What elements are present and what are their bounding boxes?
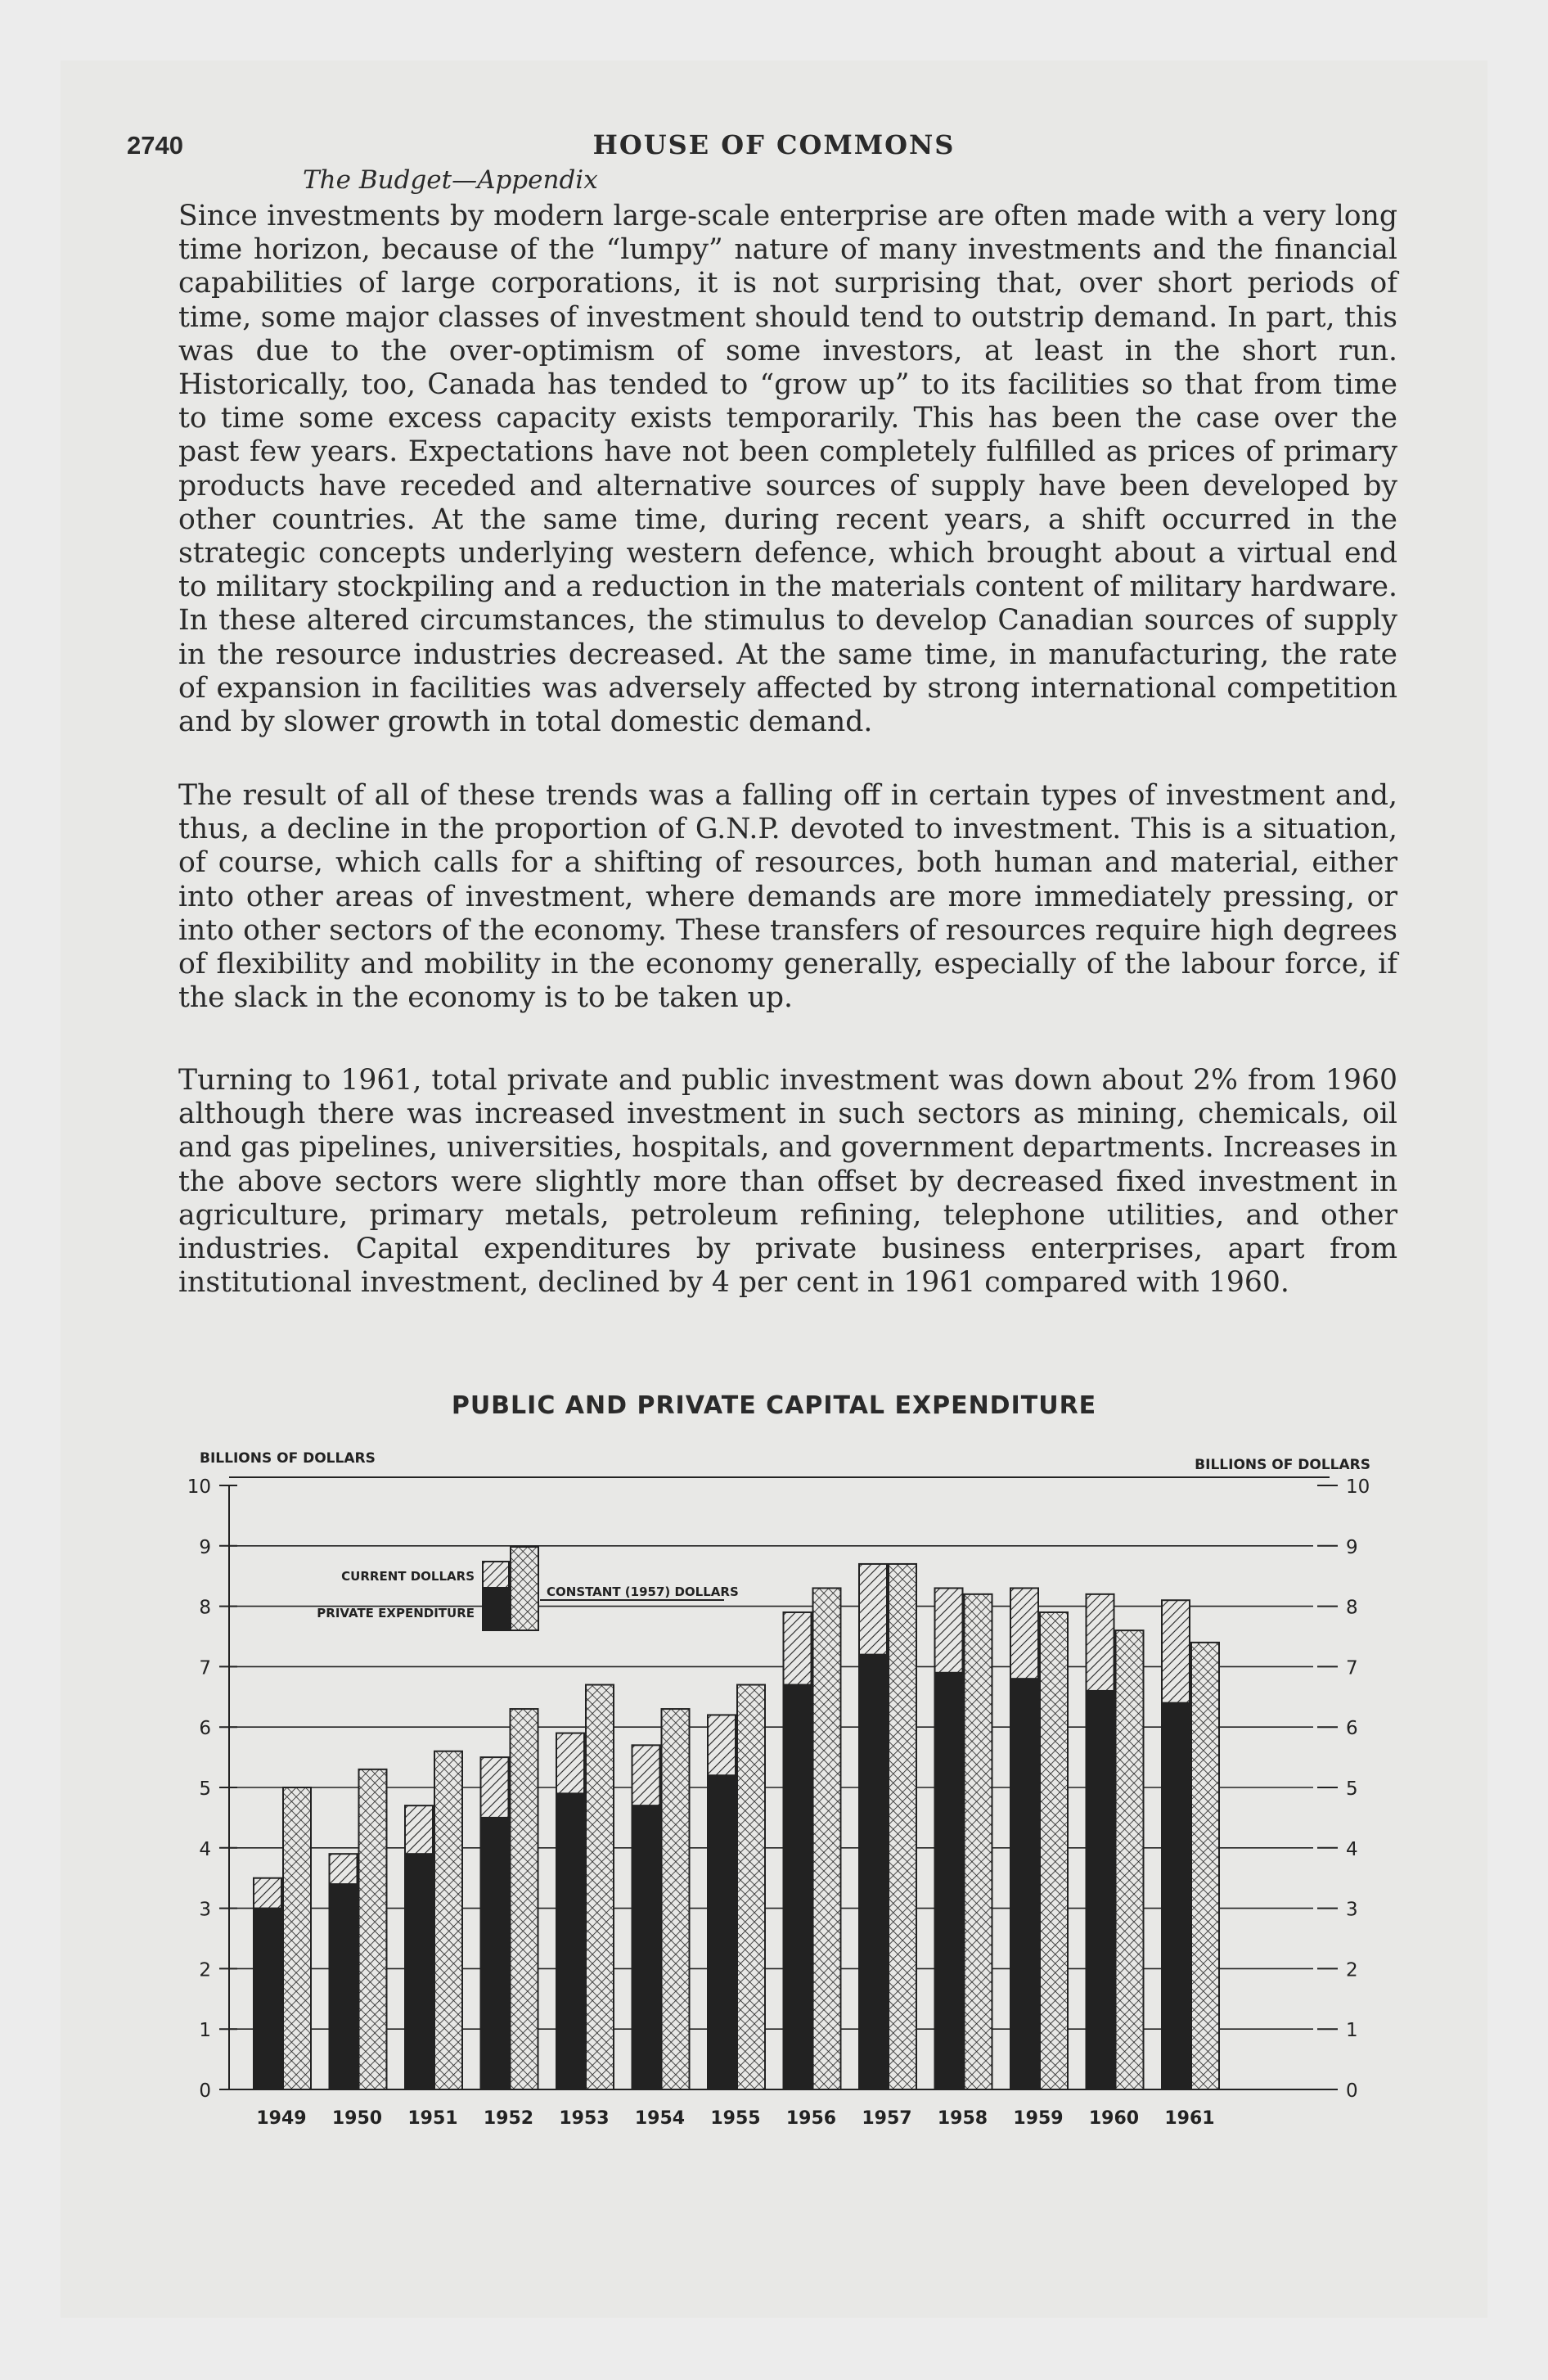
bar-constant: [965, 1594, 992, 2089]
y-tick-label-left: 6: [199, 1718, 211, 1740]
y-tick-label-left: 1: [199, 2020, 211, 2042]
y-tick-label-left: 7: [199, 1657, 211, 1679]
bar-private: [1162, 1703, 1190, 2089]
x-tick-label: 1954: [634, 2108, 686, 2129]
bar-private: [632, 1805, 660, 2089]
x-tick-label: 1951: [407, 2108, 458, 2129]
bar-constant: [511, 1709, 538, 2089]
y-tick-label-right: 9: [1346, 1536, 1358, 1558]
y-tick-label-left: 2: [199, 1959, 211, 1981]
bar-constant: [359, 1769, 387, 2089]
y-tick-label-right: 1: [1346, 2020, 1358, 2042]
bar-constant: [1040, 1612, 1068, 2089]
y-tick-label-right: 10: [1346, 1476, 1370, 1498]
bar-constant: [737, 1685, 765, 2089]
paragraph-3-text: Turning to 1961, total private and public investment was down about 2% from 1960 although there was increased investment in such sectors as mining, chemicals, oil and gas pipelines, universities, hospitals, and government departments. Increases in the above sectors were slightly more than offset by decreased fixed investment in agriculture, primary metals, petroleum refining, telephone utilities, and other industries. Capital expenditures by private business enterprises, apart from institutional investment, declined by 4 per cent in 1961 compared with 1960.: [178, 1064, 1397, 1300]
x-tick-label: 1949: [256, 2108, 307, 2129]
y-tick-label-left: 0: [199, 2080, 211, 2102]
x-tick-label: 1953: [559, 2108, 610, 2129]
y-tick-label-right: 8: [1346, 1597, 1358, 1619]
y-axis-label-right: BILLIONS OF DOLLARS: [1195, 1457, 1370, 1473]
y-tick-label-right: 6: [1346, 1718, 1358, 1740]
chart-bars: [254, 1564, 1219, 2089]
y-tick-label-right: 4: [1346, 1838, 1358, 1860]
bar-constant: [813, 1588, 841, 2089]
x-tick-label: 1957: [862, 2108, 912, 2129]
x-tick-label: 1952: [483, 2108, 534, 2129]
x-tick-label: 1959: [1013, 2108, 1064, 2129]
bar-private: [254, 1909, 281, 2089]
bar-private: [1010, 1679, 1038, 2089]
y-tick-label-right: 7: [1346, 1657, 1358, 1679]
running-head: HOUSE OF COMMONS: [592, 129, 956, 160]
y-tick-label-left: 4: [199, 1838, 211, 1860]
page-number: 2740: [127, 131, 183, 160]
legend-current-swatch: [483, 1562, 509, 1588]
legend-constant-swatch: [511, 1547, 538, 1630]
chart-title: PUBLIC AND PRIVATE CAPITAL EXPENDITURE: [451, 1391, 1097, 1420]
bar-private: [784, 1685, 812, 2089]
x-tick-label: 1956: [785, 2108, 837, 2129]
paragraph-1-text: Since investments by modern large-scale enterprise are often made with a very long time horizon, because of the “lumpy” nature of many investments and the financial capabilities of large corporations, it is not surprising that, over short periods of time, some major classes of investment should tend to outstrip demand. In part, this was due to the over-optimism of some investors, at least in the short run. Historically, too, Canada has tended to “grow up” to its facilities so that from time to time some excess capacity exists temporarily. This has been the case over the past few years. Expectations have not been completely fulfilled as prices of primary products have receded and alternative sources of supply have been developed by other countries. At the same time, during recent years, a shift occurred in the strategic concepts underlying western defence, which brought about a virtual end to military stockpiling and a reduction in the materials content of military hardware. In these altered circumstances, the stimulus to develop Canadian sources of supply in the resource industries decreased. At the same time, in manufacturing, the rate of expansion in facilities was adversely affected by strong international competition and by slower growth in total domestic demand.: [178, 200, 1397, 739]
legend-private-label: PRIVATE EXPENDITURE: [317, 1606, 475, 1620]
bar-private: [935, 1673, 963, 2089]
y-tick-label-right: 0: [1346, 2080, 1358, 2102]
y-tick-label-left: 5: [199, 1778, 211, 1800]
bar-constant: [434, 1751, 462, 2089]
bar-private: [330, 1884, 358, 2089]
y-tick-label-right: 3: [1346, 1899, 1358, 1921]
paragraph-2-text: The result of all of these trends was a falling off in certain types of investment and, thus, a decline in the proportion of G.N.P. devoted to investment. This is a situation, of course, which calls for a shifting of resources, both human and material, either into other areas of investment, where demands are more immediately pressing, or into other sectors of the economy. These transfers of resources require high degrees of flexibility and mobility in the economy generally, especially of the labour force, if the slack in the economy is to be taken up.: [178, 779, 1397, 1015]
y-tick-label-right: 5: [1346, 1778, 1358, 1800]
bar-constant: [662, 1709, 690, 2089]
y-tick-label-left: 10: [187, 1476, 211, 1498]
y-tick-label-left: 3: [199, 1899, 211, 1921]
x-tick-label: 1960: [1088, 2108, 1140, 2129]
bar-private: [481, 1818, 509, 2089]
legend-current-label: CURRENT DOLLARS: [341, 1569, 475, 1584]
y-tick-label-left: 8: [199, 1597, 211, 1619]
y-tick-label-left: 9: [199, 1536, 211, 1558]
legend-private-swatch: [483, 1588, 509, 1630]
y-axis-label-left: BILLIONS OF DOLLARS: [200, 1450, 376, 1467]
x-tick-label: 1958: [937, 2108, 988, 2129]
x-tick-label: 1955: [710, 2108, 761, 2129]
bar-private: [859, 1655, 887, 2089]
bar-private: [405, 1854, 433, 2089]
y-tick-label-right: 2: [1346, 1959, 1358, 1981]
bar-constant: [1191, 1643, 1219, 2089]
section-title: The Budget—Appendix: [303, 165, 598, 195]
bar-private: [556, 1793, 584, 2089]
x-tick-label: 1950: [331, 2108, 383, 2129]
x-tick-label: 1961: [1164, 2108, 1215, 2129]
bar-constant: [586, 1685, 614, 2089]
bar-constant: [889, 1564, 916, 2089]
bar-private: [1087, 1691, 1114, 2089]
bar-constant: [283, 1787, 311, 2089]
chart-legend: [317, 1547, 738, 1630]
bar-constant: [1116, 1630, 1144, 2089]
bar-private: [708, 1775, 736, 2089]
legend-constant-label: CONSTANT (1957) DOLLARS: [547, 1584, 739, 1599]
